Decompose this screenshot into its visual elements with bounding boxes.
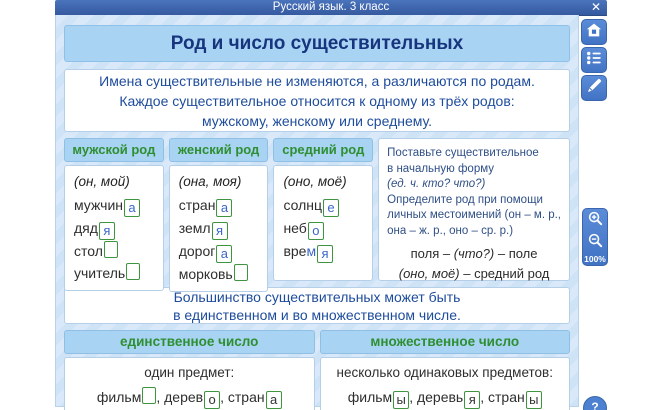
word-item bbox=[74, 217, 154, 240]
gender-body bbox=[169, 165, 269, 292]
text-segment: вре bbox=[283, 243, 307, 259]
gender-header: женский род bbox=[169, 138, 269, 162]
titlebar bbox=[55, 0, 607, 16]
instruction-line bbox=[387, 162, 561, 178]
text-segment: – поле bbox=[494, 246, 538, 261]
text-segment: дорог bbox=[178, 243, 216, 259]
gender-column-feminine bbox=[169, 138, 269, 281]
page-title: Род и число существительных bbox=[64, 25, 570, 62]
example-block bbox=[387, 244, 561, 284]
instruction-line bbox=[387, 224, 561, 240]
instruction-line bbox=[387, 177, 561, 193]
text-segment: неб bbox=[283, 220, 307, 236]
ending-letterbox: я bbox=[464, 391, 480, 409]
word-item bbox=[283, 194, 363, 217]
draw-button[interactable] bbox=[581, 75, 607, 101]
number-table bbox=[64, 330, 570, 407]
ending-letterbox bbox=[234, 264, 248, 281]
intro-box bbox=[64, 69, 570, 132]
text-segment: Определите род при помощи bbox=[387, 193, 543, 206]
ending-letterbox: о bbox=[204, 391, 220, 409]
text-segment: солнц bbox=[283, 197, 322, 213]
text-segment: личных местоимений (он – м. р., bbox=[387, 209, 561, 221]
text-segment: , стран bbox=[220, 389, 265, 405]
ending-letterbox: а bbox=[266, 391, 282, 409]
number-intro-line: Большинство существительных может быть bbox=[173, 288, 461, 305]
example-line bbox=[387, 244, 561, 264]
ending-letterbox bbox=[126, 263, 140, 280]
help-button[interactable]: ? bbox=[583, 396, 607, 410]
pronoun-hint: (он, мой) bbox=[74, 174, 130, 189]
gender-body bbox=[273, 165, 373, 281]
ending-letterbox bbox=[142, 387, 156, 404]
number-caption: один предмет: bbox=[144, 365, 235, 380]
word-item bbox=[74, 194, 154, 217]
zoom-level-label: 100% bbox=[584, 254, 606, 264]
text-segment: стран bbox=[178, 197, 216, 213]
word-item bbox=[179, 194, 259, 217]
number-body bbox=[320, 357, 571, 410]
intro-line: Каждое существительное относится к одному из трёх родов: bbox=[119, 92, 515, 109]
word-item bbox=[283, 240, 363, 263]
text-segment: поля – bbox=[410, 246, 454, 261]
text-segment: она – ж. р., оно – ср. р.) bbox=[387, 224, 514, 237]
example-line bbox=[387, 264, 561, 284]
zoom-controls bbox=[582, 208, 608, 266]
ending-letterbox: е bbox=[323, 199, 339, 217]
text-segment: морковь bbox=[178, 266, 233, 282]
number-header: множественное число bbox=[320, 330, 571, 354]
instruction-line bbox=[387, 208, 561, 224]
gender-header: средний род bbox=[273, 138, 373, 162]
number-words bbox=[71, 385, 308, 409]
number-caption: несколько одинаковых предметов: bbox=[336, 365, 553, 380]
text-segment: (что?) bbox=[453, 246, 495, 261]
intro-line: мужскому, женскому или среднему. bbox=[201, 112, 433, 129]
ending-letterbox: я bbox=[212, 222, 228, 240]
gender-body bbox=[64, 165, 164, 291]
ending-letterbox: а bbox=[124, 199, 140, 217]
contents-button[interactable] bbox=[581, 47, 607, 73]
gender-column-masculine bbox=[64, 138, 164, 281]
ending-letterbox: ы bbox=[526, 391, 542, 409]
zoom-in-icon bbox=[587, 210, 604, 232]
pronoun-hint: (оно, моё) bbox=[283, 174, 347, 189]
text-segment: фильм bbox=[96, 389, 142, 405]
instruction-panel bbox=[378, 138, 570, 281]
word-item bbox=[74, 262, 154, 284]
text-segment: , деревь bbox=[409, 389, 464, 405]
lesson-window bbox=[55, 15, 579, 407]
number-column-singular bbox=[64, 330, 315, 407]
text-segment: (ед. ч. кто? что?) bbox=[387, 178, 486, 190]
text-segment: (оно, моё) bbox=[398, 266, 460, 281]
zoom-out-button[interactable] bbox=[584, 233, 606, 253]
window-title: Русский язык. 3 класс bbox=[272, 1, 390, 13]
number-column-plural bbox=[320, 330, 571, 407]
number-intro-line: в единственном и во множественном числе. bbox=[173, 306, 461, 323]
word-item bbox=[179, 217, 259, 240]
ending-letterbox: я bbox=[317, 245, 333, 263]
text-segment: , стран bbox=[480, 389, 525, 405]
word-item bbox=[74, 240, 154, 262]
text-segment: земл bbox=[178, 220, 211, 236]
text-segment: в начальную форму bbox=[387, 162, 495, 175]
ending-letterbox: а bbox=[216, 199, 232, 217]
intro-line: Имена существительные не изменяются, а различаются по родам. bbox=[99, 72, 535, 89]
home-icon bbox=[585, 21, 603, 44]
ending-letterbox bbox=[104, 241, 118, 258]
text-segment: фильм bbox=[347, 389, 393, 405]
text-segment: – средний род bbox=[459, 266, 550, 281]
instruction-line bbox=[387, 146, 561, 162]
checklist-icon bbox=[585, 49, 603, 72]
ending-letterbox: я bbox=[99, 222, 115, 240]
text-segment: , дерев bbox=[156, 389, 204, 405]
text-segment: м bbox=[306, 243, 317, 259]
zoom-out-icon bbox=[587, 232, 604, 254]
pencil-icon bbox=[585, 77, 603, 100]
text-segment: стол bbox=[74, 243, 103, 259]
text-segment: учитель bbox=[74, 265, 126, 281]
instruction-line bbox=[387, 193, 561, 209]
word-item bbox=[179, 240, 259, 263]
word-item bbox=[179, 263, 259, 285]
number-body bbox=[64, 357, 315, 410]
home-button[interactable] bbox=[581, 19, 607, 45]
text-segment: дяд bbox=[74, 220, 98, 236]
ending-letterbox: а bbox=[216, 245, 232, 263]
ending-letterbox: ы bbox=[393, 391, 409, 409]
number-intro-box bbox=[64, 287, 570, 324]
text-segment: мужчин bbox=[74, 197, 123, 213]
number-header: единственное число bbox=[64, 330, 315, 354]
gender-table bbox=[64, 138, 570, 281]
gender-column-neuter bbox=[273, 138, 373, 281]
word-item bbox=[283, 217, 363, 240]
close-icon[interactable]: ✕ bbox=[590, 0, 601, 14]
number-words bbox=[327, 385, 564, 409]
gender-header: мужской род bbox=[64, 138, 164, 162]
text-segment: Поставьте существительное bbox=[387, 147, 539, 159]
ending-letterbox: о bbox=[308, 222, 324, 240]
pronoun-hint: (она, моя) bbox=[178, 174, 242, 189]
zoom-in-button[interactable] bbox=[584, 211, 606, 231]
